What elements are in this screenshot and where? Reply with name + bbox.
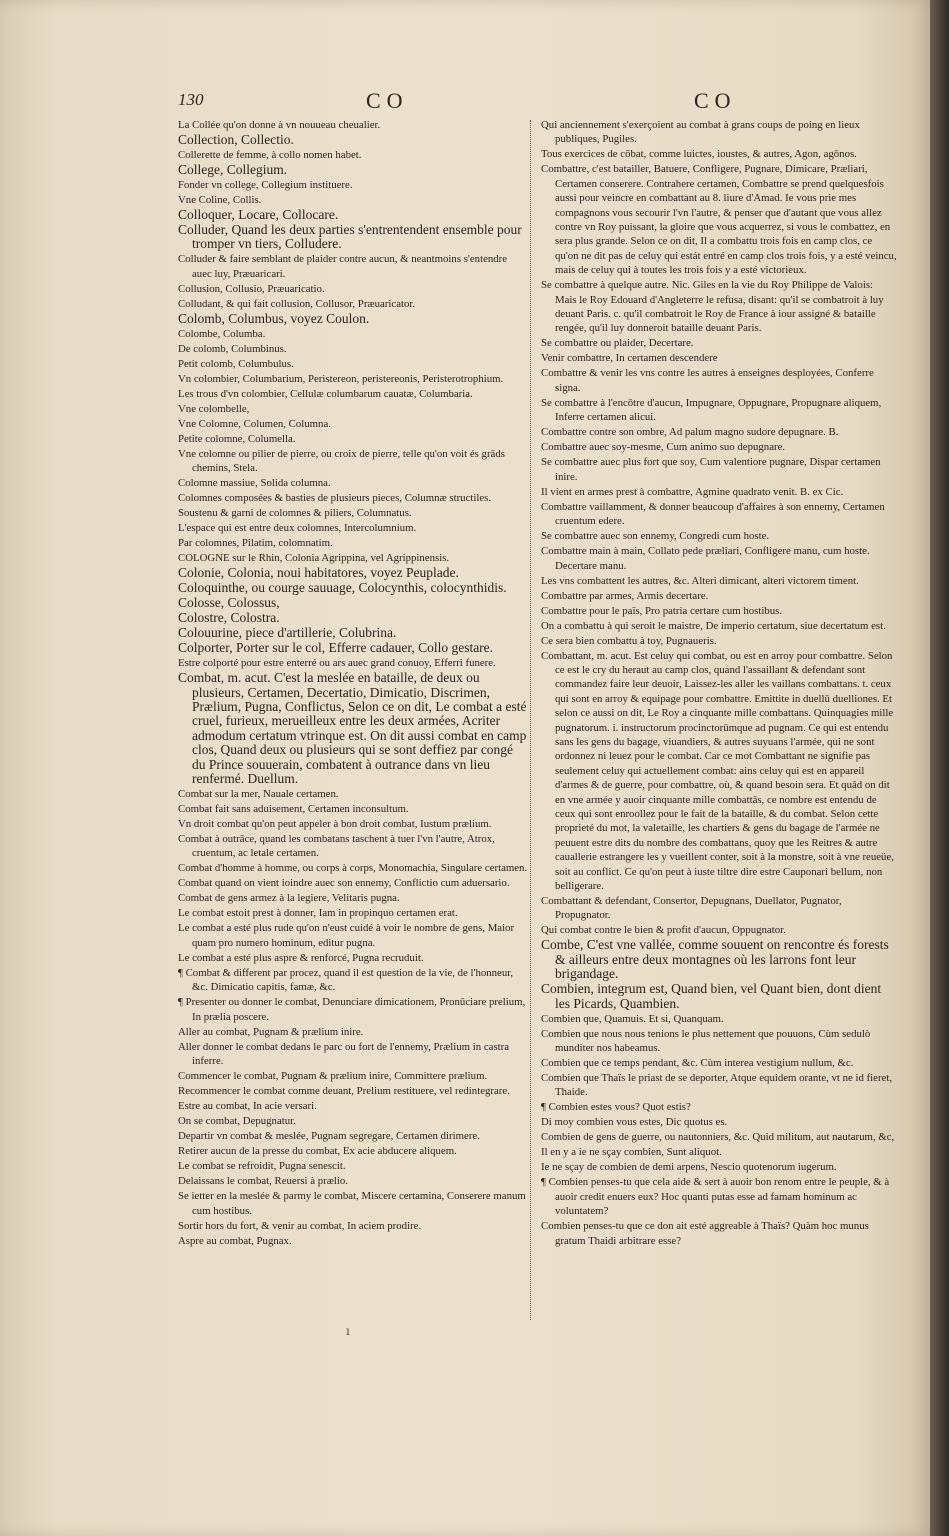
dictionary-entry: Se ietter en la meslée & parmy le combat, Miscere certamina, Conserere manum cum hostibus. [178, 1190, 526, 1217]
dictionary-entry: Combattre main à main, Collato pede præliari, Confligere manu, cum hoste. Decertare manu. [541, 545, 870, 572]
dictionary-entry: Combien que nous nous tenions le plus nettement que pouuons, Cùm sedulò munditer nos habeamus. [541, 1027, 871, 1055]
dictionary-entry: Departir vn combat & meslée, Pugnam segregare, Certamen dirimere. [178, 1130, 480, 1143]
dictionary-entry: Le combat a esté plus rude qu'on n'eust cuidé à voir le nombre de gens, Maior quam pro numero hominum, editur pugna. [178, 922, 515, 949]
dictionary-entry: Combe, C'est vne vallée, comme souuent on rencontre és forests & ailleurs entre deux montagnes où les larrons font leur brigandage. [541, 937, 889, 982]
dictionary-entry: Les trous d'vn colombier, Cellulæ columbarum cauatæ, Columbaria. [178, 387, 473, 400]
dictionary-entry: Petit colomb, Columbulus. [178, 357, 294, 370]
dictionary-entry: Colostre, Colostra. [178, 610, 280, 626]
dictionary-entry: COLOGNE sur le Rhin, Colonia Agrippina, vel Agrippinensis. [178, 552, 450, 565]
dictionary-entry: Vn colombier, Columbarium, Peristereon, peristereonis, Peristerotrophium. [178, 372, 504, 385]
dictionary-entry: Combattre, c'est batailler, Batuere, Confligere, Pugnare, Dimicare, Præliari, Certamen conserere. Contrahere certamen, Combattre se prend quelquesfois aussi pour veincre en combattant au 8. liure d'Amad. Ie vous prie mes compagnons vous secourir l'vn l'autre, & penser que d'autant que vous allez contre vn Roy puissant, la gloire que vous acquerrez, si vous le combattez, en sera plus grande. Selon ce on dit, Il a combattu trois fois en camp clos, ce qu'on ne dit pas de celuy qui estát entré en camp clos trois fois, y a esté veincu, mais de celuy qui à toutes les trois fois y a esté victorieux. [541, 163, 897, 277]
dictionary-entry: Combat fait sans aduisement, Certamen inconsultum. [178, 803, 409, 816]
page-number: 130 [178, 90, 204, 109]
dictionary-entry: Colloquer, Locare, Collocare. [178, 207, 339, 222]
dictionary-entry: On se combat, Depugnatur. [178, 1115, 296, 1128]
dictionary-entry: Colomb, Columbus, voyez Coulon. [178, 310, 370, 326]
dictionary-entry: Combattre pour le païs, Pro patria certare cum hostibus. [541, 604, 783, 617]
dictionary-entry: Collerette de femme, à collo nomen habet. [178, 149, 362, 161]
book-gutter [930, 0, 949, 1536]
dictionary-entry: Vne Colomne, Columen, Columna. [178, 417, 331, 430]
dictionary-entry: Le combat a esté plus aspre & renforcé, Pugna recruduit. [178, 951, 424, 964]
dictionary-entry: Par colomnes, Pilatim, colomnatim. [178, 537, 333, 550]
right-column [541, 118, 897, 1249]
dictionary-entry: Colosse, Colossus, [178, 595, 280, 611]
column-divider [530, 120, 531, 1320]
dictionary-entry: Combien que Thaïs le priast de se deporter, Atque equidem orante, vt ne id fieret, Thaide. [541, 1072, 893, 1099]
dictionary-entry: Venir combattre, In certamen descendere [541, 352, 718, 365]
dictionary-entry: Ce sera bien combattu à toy, Pugnaueris. [541, 634, 717, 647]
dictionary-entry: Se combattre ou plaider, Decertare. [541, 337, 694, 350]
dictionary-entry: Colomne massiue, Solida columna. [178, 477, 331, 490]
dictionary-entry: Combattre & venir les vns contre les autres à enseignes desployées, Conferre signa. [541, 367, 874, 394]
dictionary-entry: Vne colombelle, [178, 402, 250, 415]
dictionary-entry: Combat, m. acut. C'est la meslée en bataille, de deux ou plusieurs, Certamen, Decertatio, Dimicatio, Discrimen, Prælium, Pugna, Conflictus, Selon ce on dit, Le combat a esté cruel, furieux, merueilleux entre les deux armées, Acriter admodum certatum vtrinque est. On dit aussi combat en camp clos, Quand deux ou plusieurs qui se sont deffiez par congé du Prince souuerain, combatent à outrance dans vn lieu renfermé. Duellum. [178, 670, 527, 787]
dictionary-entry: Combattre par armes, Armis decertare. [541, 589, 709, 602]
dictionary-entry: Combat de gens armez à la legiere, Velitaris pugna. [178, 892, 400, 905]
dictionary-entry: Estre au combat, In acie versari. [178, 1100, 317, 1113]
dictionary-entry: Colluder & faire semblant de plaider contre aucun, & neantmoins s'entendre auec luy, Præuaricari. [178, 253, 508, 280]
dictionary-entry: Colluder, Quand les deux parties s'entrentendent ensemble pour tromper vn tiers, Colludere. [178, 222, 522, 252]
dictionary-entry: Combien penses-tu que ce don ait esté aggreable à Thaïs? Quàm hoc munus gratum Thaidi arbitrare esse? [541, 1220, 869, 1247]
dictionary-entry: Combat sur la mer, Naualе certamen. [178, 788, 339, 801]
dictionary-entry: ¶ Presenter ou donner le combat, Denunciare dimicationem, Pronūciare prelium, In prælia poscere. [178, 996, 526, 1023]
dictionary-entry: L'espace qui est entre deux colomnes, Intercolumnium. [178, 522, 417, 535]
dictionary-entry: La Collée qu'on donne à vn nouueau cheualier. [178, 119, 381, 131]
dictionary-entry: Retirer aucun de la presse du combat, Ex acie abducere aliquem. [178, 1145, 457, 1158]
dictionary-entry: Combattre auec soy-mesme, Cum animo suo depugnare. [541, 441, 786, 454]
page-header [178, 90, 878, 116]
dictionary-entry: Combien que ce temps pendant, &c. Cùm interea vestigium nullum, &c. [541, 1057, 854, 1070]
dictionary-entry: Le combat se refroidit, Pugna senescit. [178, 1160, 346, 1173]
dictionary-entry: Coloquinthe, ou courge sauuage, Colocynthis, colocynthidis. [178, 580, 507, 596]
dictionary-entry: Colporter, Porter sur le col, Efferre cadauer, Collo gestare. [178, 640, 494, 656]
dictionary-entry: Collection, Collectio. [178, 132, 294, 147]
dictionary-entry: On a combattu à qui seroit le maistre, De imperio certatum, siue decertatum est. [541, 619, 886, 632]
dictionary-entry: Colomnes composées & basties de plusieurs pieces, Columnæ structiles. [178, 492, 492, 505]
dictionary-entry: Fonder vn college, Collegium instituere. [178, 179, 353, 191]
dictionary-entry: Aller au combat, Pugnam & prælium inire. [178, 1025, 364, 1038]
dictionary-entry: Combattre contre son ombre, Ad palum magno sudore depugnare. B. [541, 426, 839, 439]
dictionary-entry: Estre colporté pour estre enterré ou ars auec grand conuoy, Efferri funere. [178, 657, 496, 670]
dictionary-entry: Vne Coline, Collis. [178, 194, 262, 206]
dictionary-entry: Aspre au combat, Pugnax. [178, 1234, 292, 1247]
dictionary-entry: Vn droit combat qu'on peut appeler à bon droit combat, Iustum prælium. [178, 818, 492, 831]
dictionary-entry: Di moy combien vous estes, Dic quotus es. [541, 1116, 728, 1129]
left-column [178, 118, 528, 1249]
dictionary-entry: Combattant & defendant, Consertor, Depugnans, Duellator, Pugnator, Propugnator. [541, 895, 842, 922]
dictionary-entry: Combien de gens de guerre, ou nautonniers, &c. Quid militum, aut nautarum, &c, [541, 1131, 895, 1144]
dictionary-entry: Delaissans le combat, Reuersi à prælio. [178, 1175, 349, 1188]
dictionary-entry: Tous exercices de cõbat, comme luictes, ioustes, & autres, Agon, agōnos. [541, 148, 857, 161]
ink-mark: ı [346, 1324, 350, 1338]
dictionary-entry: Le combat estoit prest à donner, Iam in propinquo certamen erat. [178, 907, 458, 920]
dictionary-entry: Combattre vaillamment, & donner beaucoup d'affaires à son ennemy, Certamen cruentum edere. [541, 500, 885, 528]
running-head-right: CO [694, 88, 737, 113]
dictionary-entry: Colludant, & qui fait collusion, Collusor, Præuaricator. [178, 297, 416, 310]
dictionary-entry: Qui anciennement s'exerçoient au combat à grans coups de poing en lieux publiques, Pugiles. [541, 119, 860, 146]
dictionary-entry: Combien que, Quamuis. Et si, Quanquam. [541, 1012, 724, 1025]
dictionary-entry: ¶ Combien estes vous? Quot estis? [541, 1101, 691, 1114]
dictionary-entry: Commencer le combat, Pugnam & prælium inire, Committere prælium. [178, 1070, 488, 1083]
dictionary-entry: Il vient en armes prest à combattre, Agmine quadrato venit. B. ex Cic. [541, 485, 844, 498]
dictionary-entry: Combat quand on vient ioindre auec son ennemy, Conflictio cum aduersario. [178, 877, 510, 890]
dictionary-entry: Soustenu & garni de colomnes & piliers, Columnatus. [178, 507, 412, 520]
dictionary-entry: Recommencer le combat comme deuant, Prelium restituere, vel redintegrare. [178, 1085, 510, 1098]
dictionary-entry: Les vns combattent les autres, &c. Alteri dimicant, alteri victorem timent. [541, 574, 859, 587]
dictionary-entry: Combien, integrum est, Quand bien, vel Quant bien, dont dient les Picards, Quambien. [541, 981, 882, 1011]
dictionary-entry: Colombe, Columba. [178, 327, 266, 340]
dictionary-entry: Collusion, Collusio, Præuaricatio. [178, 282, 325, 295]
dictionary-entry: Se combattre auec plus fort que soy, Cum valentiore pugnare, Dispar certamen inire. [541, 456, 881, 483]
dictionary-entry: De colomb, Columbinus. [178, 342, 287, 355]
dictionary-entry: Il en y a ie ne sçay combien, Sunt aliquot. [541, 1146, 722, 1159]
dictionary-entry: Vne colomne ou pilier de pierre, ou croix de pierre, telle qu'on voit és grāds chemins, Stela. [178, 447, 505, 475]
dictionary-entry: Petite colomne, Columella. [178, 432, 296, 445]
dictionary-entry: Aller donner le combat dedans le parc ou fort de l'ennemy, Prælium in castra inferre. [178, 1040, 510, 1068]
dictionary-entry: Sortir hors du fort, & venir au combat, In aciem prodire. [178, 1219, 422, 1232]
dictionary-entry: Qui combat contre le bien & profit d'aucun, Oppugnator. [541, 924, 786, 937]
dictionary-entry: ¶ Combat & different par procez, quand il est question de la vie, de l'honneur, &c. Dimicatio capitis, famæ, &c. [178, 966, 514, 994]
dictionary-entry: Combat à outrāce, quand les combatans taschent à tuer l'vn l'autre, Atrox, cruentum, ac letale certamen. [178, 833, 495, 860]
running-head-left: CO [366, 88, 409, 113]
dictionary-entry: Colouurine, piece d'artillerie, Colubrina. [178, 625, 397, 641]
dictionary-entry: Combat d'homme à homme, ou corps à corps, Monomachia, Singulare certamen. [178, 862, 528, 875]
dictionary-entry: ¶ Combien penses-tu que cela aide & sert à auoir bon renom entre le peuple, & à auoir credit enuers eux? Hoc quanti putas esse ad famam hominum ac voluntatem? [541, 1176, 890, 1218]
dictionary-entry: College, Collegium. [178, 162, 288, 177]
dictionary-entry: Se combattre à l'encōtre d'aucun, Impugnare, Oppugnare, Propugnare aliquem, Inferre certamen alicui. [541, 396, 882, 424]
dictionary-entry: Combattant, m. acut. Est celuy qui combat, ou est en arroy pour combattre. Selon ce est le cry du heraut au camp clos, quand l'assaillant & defendant sont commandez faire leur deuoir, Laissez-les aller les vaillans combattans. t. ceux qui sont en arroy & equipage pour combattre. Emittite in duellū duelliones. Et selon ce aussi on dit, Le Roy a cinquante mille combattans. Quinquagies mille pugnatorum. i. instructorum procinctorūmque ad pugnam. Ce qui est entendu sans les gens du bagage, viuandiers, & autres suyuans l'armée, qui ne sont ordonnez ni leuez pour le combat. Car ce mot Combattant ne signifie pas seulement celuy qui actuellement combat: ains celuy qui est en appareil d'armes & de guerre, pour combattre, où, & quand besoin sera. Et quād on dit en vne armée y auoir cinquante mille combattās, ce nombre est entendu de ceux qui sont enroollez pour le fait de la bataille, & du combat. Selon cette proprieté du mot, la valetaille, les chartiers & gens du bagage de l'armée ne peuuent estre dits du nombre des combattans, quoy que les Reitres & autre cauallerie estrangere les y vueillent conter, soit à la monstre, soit à vne reueüe, soit au conflict. Ce qu'on peut à iuste tiltre dire estre Cauponari bellum, non belligerare. [541, 649, 894, 892]
dictionary-entry: Colonie, Colonia, noui habitatores, voyez Peuplade. [178, 565, 459, 581]
dictionary-entry: Se combattre auec son ennemy, Congredi cum hoste. [541, 530, 770, 543]
dictionary-entry: Ie ne sçay de combien de demi arpens, Nescio quotenorum iugerum. [541, 1161, 837, 1174]
dictionary-entry: Se combattre à quelque autre. Nic. Giles en la vie du Roy Philippe de Valois: Mais le Roy Edouard d'Angleterre le refusa, disant: qu'il se combatroit à luy deuant Paris. c. qu'il combatroit le Roy de France à iour assigné & bataille rengée, qu'il luy donneroit bataille deuant Paris. [541, 279, 884, 335]
